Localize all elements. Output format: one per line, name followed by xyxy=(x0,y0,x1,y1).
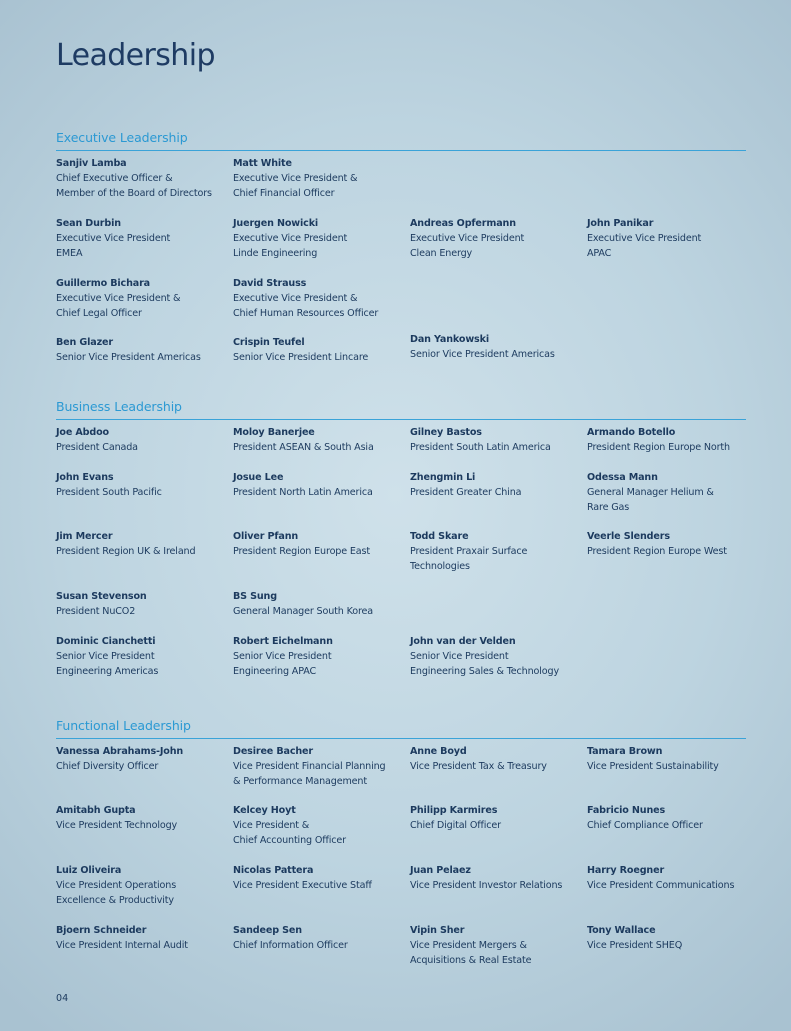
person-entry xyxy=(233,529,405,559)
people-row xyxy=(56,634,746,679)
person-entry xyxy=(56,803,228,833)
person-entry xyxy=(233,335,405,365)
people-row xyxy=(56,276,746,335)
person-name: Tony Wallace xyxy=(587,925,656,936)
person-name: Dan Yankowski xyxy=(410,334,489,345)
person-name: Vipin Sher xyxy=(410,925,465,936)
person-name: Sanjiv Lamba xyxy=(56,158,127,169)
person-role: Chief Information Officer xyxy=(233,940,348,951)
person-role: General Manager Helium & Rare Gas xyxy=(587,487,714,513)
person-name: John van der Velden xyxy=(410,636,516,647)
person-name: Armando Botello xyxy=(587,427,676,438)
person-role: President NuCO2 xyxy=(56,606,136,617)
section-functional-leadership xyxy=(56,718,746,968)
person-name: Jim Mercer xyxy=(56,531,113,542)
person-name: Luiz Oliveira xyxy=(56,865,122,876)
people-grid xyxy=(56,425,746,679)
person-name: Nicolas Pattera xyxy=(233,865,314,876)
person-name: Fabricio Nunes xyxy=(587,805,666,816)
person-role: Vice President Tax & Treasury xyxy=(410,761,547,772)
person-entry xyxy=(56,156,228,201)
section-title: Executive Leadership xyxy=(56,130,188,145)
person-role: Executive Vice President Linde Engineering xyxy=(233,233,348,259)
person-role: Senior Vice President Engineering Americas xyxy=(56,651,159,677)
person-role: Vice President Sustainability xyxy=(587,761,719,772)
person-name: Odessa Mann xyxy=(587,472,658,483)
person-name: Moloy Banerjee xyxy=(233,427,315,438)
people-row xyxy=(56,923,746,968)
people-row xyxy=(56,335,746,385)
person-role: Vice President & Chief Accounting Officer xyxy=(233,820,346,846)
person-name: Todd Skare xyxy=(410,531,469,542)
person-role: President Praxair Surface Technologies xyxy=(410,546,528,572)
people-row xyxy=(56,744,746,803)
people-grid xyxy=(56,156,746,385)
person-role: President Region Europe East xyxy=(233,546,370,557)
person-name: Harry Roegner xyxy=(587,865,665,876)
person-role: Vice President Communications xyxy=(587,880,735,891)
person-name: Joe Abdoo xyxy=(56,427,109,438)
people-row xyxy=(56,470,746,529)
person-name: Juan Pelaez xyxy=(410,865,471,876)
person-name: Anne Boyd xyxy=(410,746,467,757)
person-entry xyxy=(587,425,759,455)
person-entry xyxy=(410,923,582,968)
section-title: Business Leadership xyxy=(56,399,182,414)
person-role: President South Pacific xyxy=(56,487,162,498)
person-entry xyxy=(233,863,405,893)
people-row xyxy=(56,425,746,470)
person-name: Philipp Karmires xyxy=(410,805,498,816)
person-role: Chief Diversity Officer xyxy=(56,761,159,772)
people-row xyxy=(56,216,746,276)
person-entry xyxy=(56,589,228,619)
person-role: Vice President Investor Relations xyxy=(410,880,563,891)
person-entry xyxy=(410,216,582,261)
person-role: Vice President SHEQ xyxy=(587,940,683,951)
person-entry xyxy=(56,923,228,953)
person-entry xyxy=(233,923,405,953)
person-role: Senior Vice President Engineering APAC xyxy=(233,651,332,677)
person-entry xyxy=(233,425,405,455)
person-entry xyxy=(56,425,228,455)
person-role: Executive Vice President Clean Energy xyxy=(410,233,525,259)
person-entry xyxy=(410,425,582,455)
person-entry xyxy=(56,744,228,774)
person-name: Susan Stevenson xyxy=(56,591,147,602)
person-entry xyxy=(56,470,228,500)
people-row xyxy=(56,863,746,923)
person-role: Executive Vice President & Chief Human Resources Officer xyxy=(233,293,379,319)
person-name: Vanessa Abrahams-John xyxy=(56,746,184,757)
person-name: Desiree Bacher xyxy=(233,746,313,757)
person-role: President Region Europe North xyxy=(587,442,730,453)
person-entry xyxy=(233,470,405,500)
person-entry xyxy=(233,803,405,848)
person-name: Ben Glazer xyxy=(56,337,113,348)
person-name: Andreas Opfermann xyxy=(410,218,516,229)
page-number: 04 xyxy=(56,993,69,1004)
person-name: BS Sung xyxy=(233,591,277,602)
person-entry xyxy=(410,803,582,833)
person-role: General Manager South Korea xyxy=(233,606,374,617)
person-name: Guillermo Bichara xyxy=(56,278,150,289)
person-role: Senior Vice President Engineering Sales & Technology xyxy=(410,651,559,677)
person-role: President South Latin America xyxy=(410,442,551,453)
person-name: Dominic Cianchetti xyxy=(56,636,156,647)
person-name: Amitabh Gupta xyxy=(56,805,136,816)
person-role: Executive Vice President & Chief Financial Officer xyxy=(233,173,358,199)
person-name: David Strauss xyxy=(233,278,307,289)
person-entry xyxy=(56,216,228,261)
person-name: Kelcey Hoyt xyxy=(233,805,296,816)
person-role: Chief Compliance Officer xyxy=(587,820,703,831)
person-entry xyxy=(587,923,759,953)
person-name: Crispin Teufel xyxy=(233,337,305,348)
person-entry xyxy=(410,332,582,362)
person-entry xyxy=(233,156,405,201)
person-name: John Panikar xyxy=(587,218,654,229)
person-role: Vice President Operations Excellence & Productivity xyxy=(56,880,177,906)
people-row xyxy=(56,589,746,634)
person-role: President Greater China xyxy=(410,487,522,498)
person-name: Tamara Brown xyxy=(587,746,663,757)
person-name: Oliver Pfann xyxy=(233,531,299,542)
person-entry xyxy=(233,216,405,261)
person-entry xyxy=(587,216,759,261)
person-role: Executive Vice President & Chief Legal Officer xyxy=(56,293,181,319)
person-role: Vice President Financial Planning & Performance Management xyxy=(233,761,386,787)
person-entry xyxy=(56,335,228,365)
person-entry xyxy=(587,470,759,515)
people-row xyxy=(56,803,746,863)
person-entry xyxy=(410,529,582,574)
person-entry xyxy=(587,529,759,559)
person-entry xyxy=(410,744,582,774)
person-role: Vice President Internal Audit xyxy=(56,940,188,951)
person-role: Vice President Mergers & Acquisitions & Real Estate xyxy=(410,940,532,966)
person-name: Juergen Nowicki xyxy=(233,218,319,229)
person-entry xyxy=(56,634,228,679)
person-role: Senior Vice President Lincare xyxy=(233,352,369,363)
person-role: President Region Europe West xyxy=(587,546,727,557)
person-entry xyxy=(233,744,405,789)
person-entry xyxy=(410,470,582,500)
person-name: Sandeep Sen xyxy=(233,925,302,936)
person-role: President North Latin America xyxy=(233,487,373,498)
person-role: Chief Executive Officer & Member of the Board of Directors xyxy=(56,173,212,199)
page-title: Leadership xyxy=(56,38,215,73)
person-entry xyxy=(56,863,228,908)
person-name: Veerle Slenders xyxy=(587,531,670,542)
person-name: Zhengmin Li xyxy=(410,472,476,483)
person-name: Matt White xyxy=(233,158,292,169)
person-entry xyxy=(587,803,759,833)
people-grid xyxy=(56,744,746,968)
person-role: President Region UK & Ireland xyxy=(56,546,196,557)
person-role: Executive Vice President EMEA xyxy=(56,233,171,259)
person-entry xyxy=(587,744,759,774)
people-row xyxy=(56,529,746,589)
person-name: Bjoern Schneider xyxy=(56,925,147,936)
person-entry xyxy=(233,634,405,679)
person-entry xyxy=(587,863,759,893)
person-entry xyxy=(410,634,582,679)
people-row xyxy=(56,156,746,216)
person-role: President Canada xyxy=(56,442,138,453)
person-role: Senior Vice President Americas xyxy=(410,349,555,360)
section-title: Functional Leadership xyxy=(56,718,191,733)
section-executive-leadership xyxy=(56,130,746,385)
person-name: Josue Lee xyxy=(233,472,284,483)
person-name: Sean Durbin xyxy=(56,218,121,229)
person-role: Vice President Executive Staff xyxy=(233,880,372,891)
person-entry xyxy=(233,276,405,321)
section-header xyxy=(56,399,746,420)
person-name: Gilney Bastos xyxy=(410,427,482,438)
person-role: Chief Digital Officer xyxy=(410,820,501,831)
person-role: Executive Vice President APAC xyxy=(587,233,702,259)
section-header xyxy=(56,130,746,151)
person-name: Robert Eichelmann xyxy=(233,636,333,647)
person-name: John Evans xyxy=(56,472,114,483)
person-entry xyxy=(56,529,228,559)
person-role: Senior Vice President Americas xyxy=(56,352,201,363)
section-business-leadership xyxy=(56,399,746,679)
section-header xyxy=(56,718,746,739)
person-entry xyxy=(410,863,582,893)
person-role: President ASEAN & South Asia xyxy=(233,442,374,453)
person-entry xyxy=(233,589,405,619)
person-role: Vice President Technology xyxy=(56,820,178,831)
person-entry xyxy=(56,276,228,321)
